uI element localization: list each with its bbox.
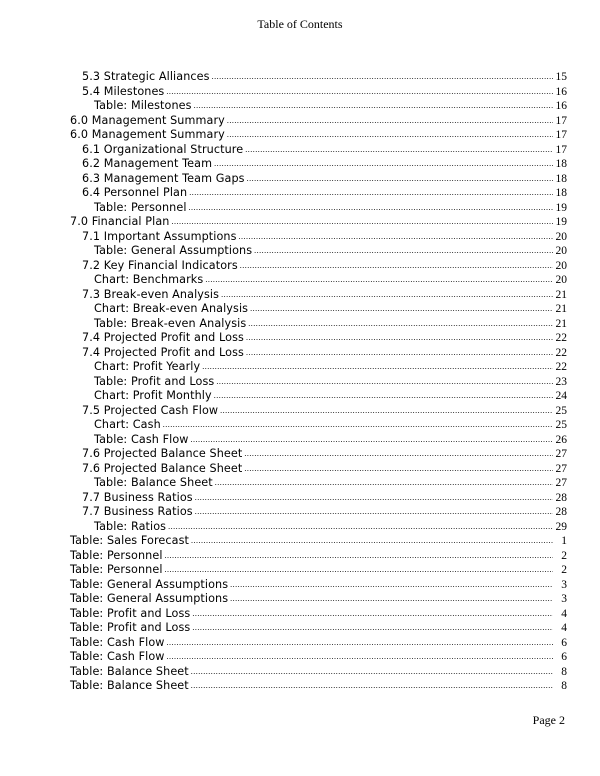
toc-entry-label[interactable]: 6.2 Management Team xyxy=(82,157,213,170)
toc-entry[interactable] xyxy=(70,447,567,462)
toc-entry-label[interactable]: Table: Profit and Loss xyxy=(94,374,215,388)
toc-entry-label[interactable]: 6.0 Management Summary xyxy=(70,113,225,127)
toc-entry[interactable] xyxy=(70,534,567,549)
toc-entry-label[interactable]: 7.0 Financial Plan xyxy=(70,215,170,228)
toc-dot-leader xyxy=(195,493,553,502)
toc-entry[interactable] xyxy=(70,143,567,158)
toc-entry[interactable] xyxy=(70,549,567,564)
toc-entry-label[interactable]: 7.4 Projected Profit and Loss xyxy=(82,345,244,359)
toc-entry[interactable] xyxy=(70,636,567,651)
toc-entry-label[interactable]: 6.4 Personnel Plan xyxy=(82,186,188,199)
toc-dot-leader xyxy=(247,174,553,183)
toc-entry-page: 18 xyxy=(555,158,567,170)
toc-dot-leader xyxy=(250,304,553,313)
toc-entry-label[interactable]: Table: Break-even Analysis xyxy=(94,316,247,330)
toc-entry-label[interactable]: 7.2 Key Financial Indicators xyxy=(82,258,238,272)
toc-dot-leader xyxy=(165,565,553,574)
toc-entry[interactable] xyxy=(70,85,567,100)
toc-entry-label[interactable]: 7.6 Projected Balance Sheet xyxy=(82,447,243,460)
toc-entry-label[interactable]: Table: Balance Sheet xyxy=(70,679,189,692)
toc-entry-page: 21 xyxy=(555,317,567,330)
toc-entry-label[interactable]: 5.3 Strategic Alliances xyxy=(82,70,210,83)
toc-dot-leader xyxy=(230,594,553,603)
toc-entry[interactable] xyxy=(70,288,567,303)
toc-dot-leader xyxy=(165,551,553,560)
toc-entry-page: 6 xyxy=(561,636,567,649)
toc-entry-label[interactable]: 6.3 Management Team Gaps xyxy=(82,171,245,185)
toc-entry[interactable] xyxy=(70,99,567,114)
toc-entry[interactable] xyxy=(70,215,567,230)
toc-entry[interactable] xyxy=(70,592,567,607)
toc-dot-leader xyxy=(191,667,553,676)
toc-entry-page: 27 xyxy=(555,477,567,489)
toc-entry-page: 4 xyxy=(561,607,567,620)
toc-entry-page: 21 xyxy=(555,288,567,301)
toc-dot-leader xyxy=(244,464,553,473)
toc-entry[interactable] xyxy=(70,491,567,506)
toc-entry[interactable] xyxy=(70,346,567,361)
toc-entry-page: 16 xyxy=(555,85,567,98)
toc-entry[interactable] xyxy=(70,114,567,129)
toc-entry-label[interactable]: Chart: Profit Monthly xyxy=(94,389,212,402)
toc-entry-page: 28 xyxy=(555,506,567,518)
toc-entry-label[interactable]: Chart: Benchmarks xyxy=(94,273,204,286)
toc-dot-leader xyxy=(192,609,553,618)
page-number: Page 2 xyxy=(532,713,565,727)
toc-entry[interactable] xyxy=(70,157,567,172)
toc-dot-leader xyxy=(227,116,553,125)
toc-entry-label[interactable]: Table: Cash Flow xyxy=(94,432,189,446)
toc-entry-page: 22 xyxy=(555,332,567,344)
toc-entry[interactable] xyxy=(70,273,567,288)
toc-dot-leader xyxy=(254,246,553,255)
toc-entry[interactable] xyxy=(70,259,567,274)
toc-entry-page: 15 xyxy=(555,71,567,83)
toc-dot-leader xyxy=(245,145,553,154)
toc-dot-leader xyxy=(195,507,553,516)
toc-entry[interactable] xyxy=(70,578,567,593)
toc-entry-page: 4 xyxy=(561,622,567,634)
toc-entry[interactable] xyxy=(70,607,567,622)
toc-dot-leader xyxy=(220,406,553,415)
toc-entry[interactable] xyxy=(70,679,567,694)
toc-entry[interactable] xyxy=(70,302,567,317)
toc-entry-label[interactable]: Table: Sales Forecast xyxy=(70,534,190,547)
toc-entry-page: 25 xyxy=(555,419,567,431)
toc-entry[interactable] xyxy=(70,563,567,578)
toc-entry[interactable] xyxy=(70,462,567,477)
toc-dot-leader xyxy=(189,188,553,197)
toc-entry-label[interactable]: Table: Profit and Loss xyxy=(70,606,191,620)
table-of-contents xyxy=(70,70,567,694)
toc-entry-label[interactable]: Table: Cash Flow xyxy=(70,635,165,649)
toc-entry-label[interactable]: Table: Personnel xyxy=(94,200,187,214)
toc-dot-leader xyxy=(221,290,553,299)
toc-entry[interactable] xyxy=(70,172,567,187)
toc-entry[interactable] xyxy=(70,520,567,535)
toc-dot-leader xyxy=(189,203,553,212)
toc-entry-label[interactable]: Chart: Profit Yearly xyxy=(94,360,201,373)
toc-entry[interactable] xyxy=(70,433,567,448)
toc-entry[interactable] xyxy=(70,244,567,259)
toc-dot-leader xyxy=(246,348,553,357)
toc-dot-leader xyxy=(215,478,553,487)
toc-entry[interactable] xyxy=(70,389,567,404)
toc-entry-label[interactable]: 7.3 Break-even Analysis xyxy=(82,287,220,301)
toc-entry[interactable] xyxy=(70,404,567,419)
toc-dot-leader xyxy=(240,261,553,270)
toc-entry-page: 19 xyxy=(555,216,567,228)
toc-entry-label[interactable]: 6.1 Organizational Structure xyxy=(82,142,244,156)
toc-dot-leader xyxy=(244,449,553,458)
toc-dot-leader xyxy=(167,652,553,661)
toc-dot-leader xyxy=(192,623,553,632)
toc-entry-label[interactable]: 7.7 Business Ratios xyxy=(82,505,193,518)
toc-entry-page: 18 xyxy=(555,172,567,185)
toc-dot-leader xyxy=(163,420,553,429)
toc-dot-leader xyxy=(205,275,553,284)
toc-entry[interactable] xyxy=(70,230,567,245)
toc-entry-page: 8 xyxy=(561,665,567,678)
toc-entry[interactable] xyxy=(70,186,567,201)
toc-entry[interactable] xyxy=(70,375,567,390)
toc-dot-leader xyxy=(214,159,553,168)
toc-entry-page: 6 xyxy=(561,651,567,663)
toc-entry-page: 16 xyxy=(555,100,567,112)
toc-entry-page: 20 xyxy=(555,245,567,257)
toc-entry-page: 22 xyxy=(555,346,567,359)
toc-dot-leader xyxy=(212,72,553,81)
toc-entry-page: 17 xyxy=(555,114,567,127)
toc-entry-page: 27 xyxy=(555,448,567,460)
toc-entry-page: 26 xyxy=(555,433,567,446)
toc-dot-leader xyxy=(248,319,553,328)
toc-entry-label[interactable]: Chart: Cash xyxy=(94,418,161,431)
toc-entry-page: 3 xyxy=(561,578,567,591)
toc-dot-leader xyxy=(239,232,553,241)
toc-dot-leader xyxy=(216,377,553,386)
toc-dot-leader xyxy=(227,130,553,139)
toc-entry-label[interactable]: Table: General Assumptions xyxy=(70,577,229,591)
toc-entry[interactable] xyxy=(70,317,567,332)
toc-entry-label[interactable]: 5.4 Milestones xyxy=(82,84,165,98)
toc-entry-page: 17 xyxy=(555,129,567,141)
toc-entry-label[interactable]: 7.5 Projected Cash Flow xyxy=(82,403,219,417)
toc-entry-page: 2 xyxy=(561,564,567,576)
toc-entry-label[interactable]: Table: General Assumptions xyxy=(70,592,229,605)
toc-entry-label[interactable]: 7.1 Important Assumptions xyxy=(82,229,237,243)
toc-entry-page: 25 xyxy=(555,404,567,417)
toc-dot-leader xyxy=(191,536,553,545)
toc-dot-leader xyxy=(194,101,553,110)
toc-entry-label[interactable]: Chart: Break-even Analysis xyxy=(94,302,249,315)
toc-entry-page: 22 xyxy=(555,361,567,373)
toc-entry-page: 2 xyxy=(561,549,567,562)
toc-entry-label[interactable]: Table: Balance Sheet xyxy=(70,664,189,678)
toc-dot-leader xyxy=(191,435,553,444)
toc-dot-leader xyxy=(168,522,553,531)
toc-dot-leader xyxy=(214,391,553,400)
toc-dot-leader xyxy=(166,87,553,96)
toc-entry[interactable] xyxy=(70,360,567,375)
toc-entry-page: 17 xyxy=(555,143,567,156)
toc-entry-page: 20 xyxy=(555,259,567,272)
toc-entry-label[interactable]: 7.4 Projected Profit and Loss xyxy=(82,331,244,344)
toc-entry[interactable] xyxy=(70,418,567,433)
toc-entry-label[interactable]: Table: General Assumptions xyxy=(94,244,253,257)
toc-entry-label[interactable]: 6.0 Management Summary xyxy=(70,128,225,141)
toc-entry-page: 20 xyxy=(555,274,567,286)
toc-entry[interactable] xyxy=(70,331,567,346)
toc-entry-label[interactable]: Table: Milestones xyxy=(94,99,192,112)
toc-entry-label[interactable]: Table: Balance Sheet xyxy=(94,476,213,489)
toc-entry-label[interactable]: Table: Ratios xyxy=(94,519,167,533)
toc-entry-page: 29 xyxy=(555,520,567,533)
toc-entry-page: 23 xyxy=(555,375,567,388)
toc-entry[interactable] xyxy=(70,201,567,216)
toc-entry[interactable] xyxy=(70,650,567,665)
toc-dot-leader xyxy=(167,638,553,647)
toc-entry-page: 1 xyxy=(561,535,567,547)
toc-dot-leader xyxy=(246,333,553,342)
toc-entry-label[interactable]: 7.6 Projected Balance Sheet xyxy=(82,461,243,475)
toc-entry-page: 19 xyxy=(555,201,567,214)
toc-entry[interactable] xyxy=(70,128,567,143)
toc-entry-page: 20 xyxy=(555,230,567,243)
toc-dot-leader xyxy=(230,580,553,589)
toc-entry-label[interactable]: Table: Cash Flow xyxy=(70,650,165,663)
toc-entry-label[interactable]: Table: Personnel xyxy=(70,548,163,562)
toc-entry-label[interactable]: Table: Personnel xyxy=(70,563,163,576)
toc-entry-page: 24 xyxy=(555,390,567,402)
page-title: Table of Contents xyxy=(257,17,343,31)
toc-entry[interactable] xyxy=(70,665,567,680)
toc-dot-leader xyxy=(191,681,553,690)
toc-entry-page: 3 xyxy=(561,593,567,605)
toc-entry[interactable] xyxy=(70,70,567,85)
toc-entry-label[interactable]: 7.7 Business Ratios xyxy=(82,490,193,504)
toc-entry-page: 27 xyxy=(555,462,567,475)
toc-entry-page: 21 xyxy=(555,303,567,315)
toc-dot-leader xyxy=(202,362,553,371)
toc-entry[interactable] xyxy=(70,621,567,636)
toc-entry[interactable] xyxy=(70,476,567,491)
toc-entry-label[interactable]: Table: Profit and Loss xyxy=(70,621,191,634)
toc-entry-page: 8 xyxy=(561,680,567,692)
toc-dot-leader xyxy=(172,217,554,226)
toc-entry-page: 18 xyxy=(555,187,567,199)
toc-entry-page: 28 xyxy=(555,491,567,504)
toc-entry[interactable] xyxy=(70,505,567,520)
